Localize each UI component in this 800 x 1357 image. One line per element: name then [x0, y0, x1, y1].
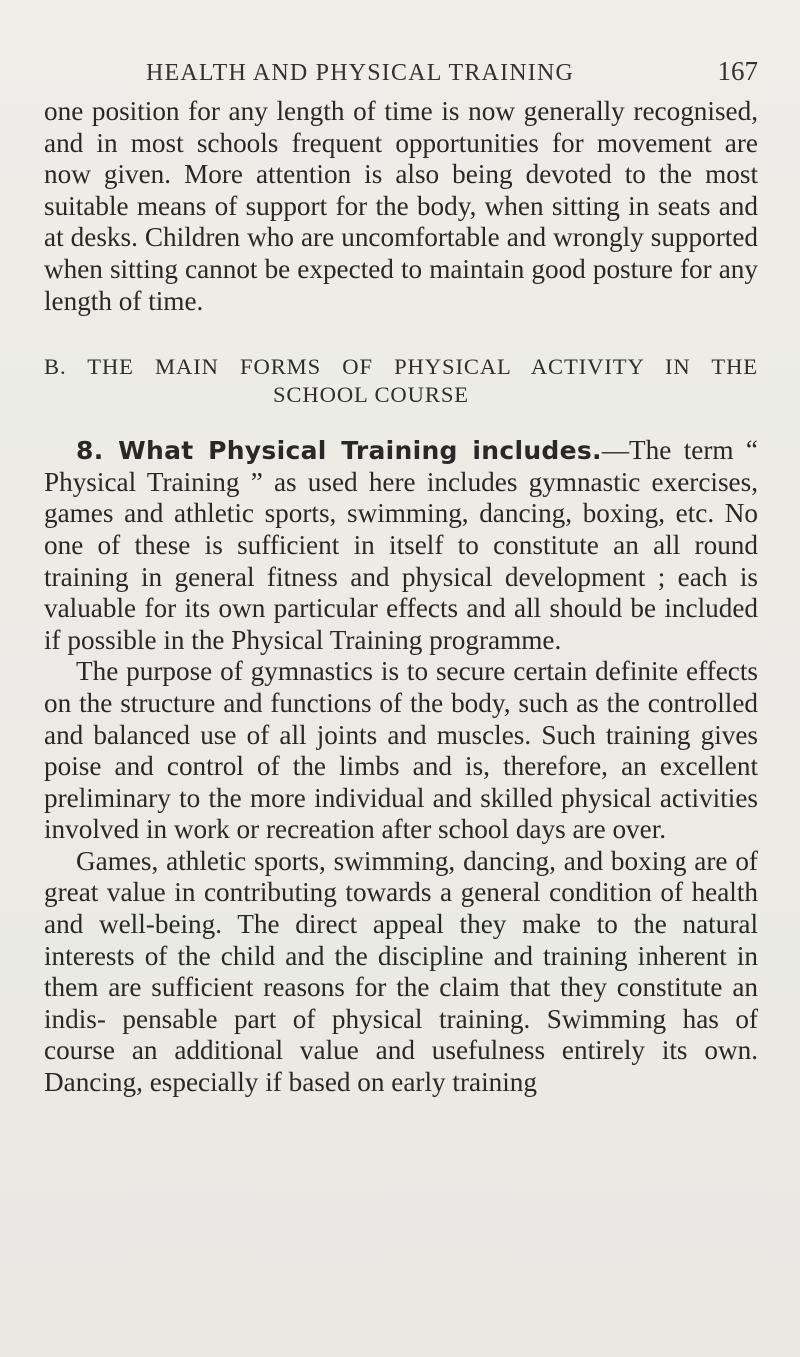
- section-heading: [44, 353, 758, 409]
- paragraph-8-text: —The term “ Physical Training ” as used here includes gymnastic exercises, games and athletic sports, swimming, dancing, boxing, etc. No one of these is sufficient in itself to constitute an all round training in general fitness and physical development ; each is valuable for its own particular effects and all should be included if possible in the Physical Training programme.: [44, 435, 758, 655]
- page-number: 167: [717, 56, 758, 86]
- paragraph-gymnastics: The purpose of gymnastics is to secure certain definite effects on the structure and functions of the body, such as the controlled and balanced use of all joints and muscles. Such training gives poise and control of the limbs and is, therefore, an excellent preliminary to the more individual and skilled physical activities involved in work or recreation after school days are over.: [44, 656, 758, 845]
- paragraph-games: Games, athletic sports, swimming, dancing, and boxing are of great value in contributing towards a general condition of health and well-being. The direct appeal they make to the natural interests of the child and the discipline and training inherent in them are sufficient reasons for the claim that they constitute an indis- pensable part of physical training. Swimming has of course an additional value and usefulness entirely its own. Dancing, especially if based on early training: [44, 845, 758, 1098]
- paragraph-8: [44, 435, 758, 656]
- section-heading-line-1: B. THE MAIN FORMS OF PHYSICAL ACTIVITY IN THE: [44, 354, 758, 380]
- running-header: [44, 56, 758, 96]
- running-title: HEALTH AND PHYSICAL TRAINING: [146, 60, 575, 86]
- continuation-paragraph: one position for any length of time is now generally recognised, and in most schools frequent opportunities for movement are now given. More attention is also being devoted to the most suitable means of support for the body, when sitting in seats and at desks. Children who are uncomfortable and wrongly supported when sitting cannot be expected to maintain good posture for any length of time.: [44, 96, 758, 316]
- section-heading-line-2: SCHOOL COURSE: [272, 382, 470, 408]
- paragraph-8-heading: 8. What Physical Training includes.: [76, 436, 602, 466]
